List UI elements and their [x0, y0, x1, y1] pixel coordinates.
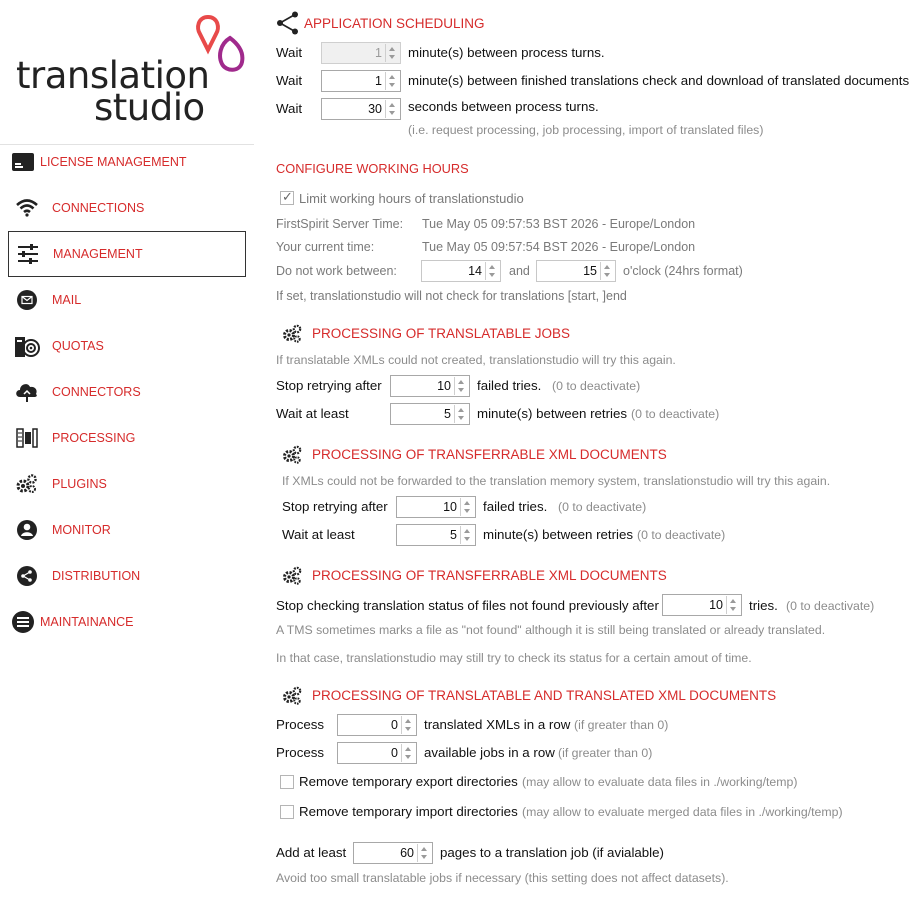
wifi-icon: [14, 195, 40, 221]
stepper-value: 14: [468, 264, 482, 278]
scheduling-note: (i.e. request processing, job processing, import of translated files): [408, 123, 764, 137]
translationstudio-logo: [14, 14, 249, 129]
sidebar-item-plugins[interactable]: [8, 462, 246, 506]
hours-suffix: o'clock (24hrs format): [623, 264, 743, 278]
sidebar-item-label: MAINTAINANCE: [40, 615, 134, 629]
gears-icon: [282, 566, 302, 586]
pages-label: pages to a translation job (if avialable): [440, 845, 664, 860]
wait-at-least-label: Wait at least: [282, 527, 355, 542]
transfer1-stop-retrying-stepper[interactable]: [396, 496, 476, 518]
stepper-value: 0: [391, 718, 398, 732]
stepper-value: 10: [709, 598, 723, 612]
hours-note: If set, translationstudio will not check for translations [start, ]end: [276, 289, 627, 303]
deactivate-hint: (0 to deactivate): [786, 599, 875, 613]
stepper-arrows[interactable]: [454, 405, 468, 423]
process-label: Process: [276, 745, 325, 760]
sidebar-item-label: CONNECTORS: [52, 385, 141, 399]
stop-checking-label: Stop checking translation status of files not found previously after: [276, 598, 659, 613]
section-title-transferrable-1: PROCESSING OF TRANSFERRABLE XML DOCUMENTS: [312, 447, 667, 462]
translation-check-text: minute(s) between finished translations check and download of translated documents: [408, 73, 910, 88]
section-title-translatable-jobs: PROCESSING OF TRANSLATABLE JOBS: [312, 326, 571, 341]
sidebar-item-label: DISTRIBUTION: [52, 569, 141, 583]
dont-work-label: Do not work between:: [276, 264, 397, 278]
start-hour-stepper[interactable]: [421, 260, 501, 282]
deactivate-hint: (0 to deactivate): [637, 528, 726, 542]
stepper-arrows[interactable]: [485, 262, 499, 280]
deactivate-hint: (0 to deactivate): [552, 379, 641, 393]
stepper-arrows[interactable]: [385, 72, 399, 90]
sidebar-item-label: CONNECTIONS: [52, 201, 145, 215]
between-retries-label: minute(s) between retries: [483, 527, 634, 542]
sidebar-item-label: QUOTAS: [52, 339, 104, 353]
sidebar: [0, 0, 256, 898]
sliders-icon: [15, 241, 41, 267]
processing-icon: [14, 425, 40, 451]
translated-xmls-label: translated XMLs in a row: [424, 717, 571, 732]
cloud-icon: [14, 379, 40, 405]
current-time-value: Tue May 05 09:57:54 BST 2026 - Europe/London: [422, 240, 696, 254]
gears-icon: [282, 324, 302, 344]
translated-xmls-stepper[interactable]: [337, 714, 417, 736]
deactivate-hint: (0 to deactivate): [558, 500, 647, 514]
section-title-working-hours: CONFIGURE WORKING HOURS: [276, 161, 469, 176]
deactivate-hint: (0 to deactivate): [631, 407, 720, 421]
stepper-value: 1: [375, 46, 382, 60]
stepper-arrows[interactable]: [385, 100, 399, 118]
transfer2-note-2: In that case, translationstudio may still try to check its status for a certain amout of time.: [276, 651, 752, 665]
greater-than-hint: (if greater than 0): [558, 746, 653, 760]
share-icon: [276, 11, 300, 35]
remove-import-dirs-checkbox[interactable]: [280, 805, 294, 819]
seconds-text: seconds between process turns.: [408, 99, 599, 114]
wait-label: Wait: [276, 45, 303, 60]
sidebar-item-license-management[interactable]: [8, 140, 246, 184]
and-label: and: [509, 264, 530, 278]
stepper-value: 5: [444, 407, 451, 421]
seconds-stepper[interactable]: [321, 98, 401, 120]
wait-label: Wait: [276, 101, 303, 116]
sidebar-item-label: LICENSE MANAGEMENT: [40, 155, 187, 169]
sidebar-item-label: MANAGEMENT: [53, 247, 143, 261]
stepper-value: 5: [450, 528, 457, 542]
process-label: Process: [276, 717, 325, 732]
failed-tries-label: failed tries.: [483, 499, 548, 514]
stop-retrying-label: Stop retrying after: [282, 499, 388, 514]
pages-per-job-stepper[interactable]: [353, 842, 433, 864]
stepper-arrows[interactable]: [417, 844, 431, 862]
sidebar-item-distribution[interactable]: [8, 554, 246, 598]
stepper-value: 60: [400, 846, 414, 860]
add-at-least-label: Add at least: [276, 845, 347, 860]
logo-text-line2: studio: [94, 86, 205, 129]
stepper-arrows[interactable]: [460, 526, 474, 544]
sidebar-item-label: MAIL: [52, 293, 82, 307]
stepper-value: 0: [391, 746, 398, 760]
stepper-arrows[interactable]: [385, 44, 399, 62]
remove-export-dirs-label: Remove temporary export directories: [299, 774, 518, 789]
logo-text-line1: translation: [16, 54, 210, 97]
transfer2-note-1: A TMS sometimes marks a file as "not found" although it is still being translated or already translated.: [276, 623, 826, 637]
sidebar-item-maintainance[interactable]: [8, 600, 246, 644]
share-icon: [14, 563, 40, 589]
tries-label: tries.: [749, 598, 778, 613]
sidebar-item-label: MONITOR: [52, 523, 111, 537]
mail-icon: [14, 287, 40, 313]
license-icon: [10, 149, 36, 175]
remove-export-dirs-checkbox[interactable]: [280, 775, 294, 789]
stepper-arrows[interactable]: [401, 744, 415, 762]
end-hour-stepper[interactable]: [536, 260, 616, 282]
failed-tries-label: failed tries.: [477, 378, 542, 393]
server-time-label: FirstSpirit Server Time:: [276, 217, 404, 231]
sidebar-item-connectors[interactable]: [8, 370, 246, 414]
jobs-stop-retrying-stepper[interactable]: [390, 375, 470, 397]
process-turns-stepper[interactable]: [321, 42, 401, 64]
current-time-label: Your current time:: [276, 240, 375, 254]
sidebar-item-management[interactable]: [8, 231, 246, 277]
stepper-value: 15: [583, 264, 597, 278]
stop-retrying-label: Stop retrying after: [276, 378, 382, 393]
sidebar-item-processing[interactable]: [8, 416, 246, 460]
gears-icon: [282, 445, 302, 465]
translation-check-stepper[interactable]: [321, 70, 401, 92]
stepper-arrows[interactable]: [401, 716, 415, 734]
gears-icon: [14, 471, 40, 497]
stepper-value: 10: [443, 500, 457, 514]
sidebar-item-label: PLUGINS: [52, 477, 107, 491]
sidebar-item-quotas[interactable]: [8, 324, 246, 368]
quotas-icon: [14, 333, 40, 359]
stepper-value: 30: [368, 102, 382, 116]
limit-hours-checkbox[interactable]: [280, 191, 294, 205]
server-time-value: Tue May 05 09:57:53 BST 2026 - Europe/London: [422, 217, 696, 231]
transfer2-stop-checking-stepper[interactable]: [662, 594, 742, 616]
gears-icon: [282, 686, 302, 706]
section-title-scheduling: APPLICATION SCHEDULING: [304, 16, 485, 31]
sidebar-item-monitor[interactable]: [8, 508, 246, 552]
user-icon: [14, 517, 40, 543]
stepper-value: 1: [375, 74, 382, 88]
transfer1-note: If XMLs could not be forwarded to the translation memory system, translationstudio will try this again.: [282, 474, 831, 488]
available-jobs-label: available jobs in a row: [424, 745, 555, 760]
stepper-arrows[interactable]: [600, 262, 614, 280]
sidebar-item-mail[interactable]: [8, 278, 246, 322]
stepper-value: 10: [437, 379, 451, 393]
transfer1-wait-stepper[interactable]: [396, 524, 476, 546]
stepper-arrows[interactable]: [454, 377, 468, 395]
stepper-arrows[interactable]: [460, 498, 474, 516]
sidebar-item-connections[interactable]: [8, 186, 246, 230]
jobs-wait-stepper[interactable]: [390, 403, 470, 425]
import-dirs-hint: (may allow to evaluate merged data files in ./working/temp): [522, 805, 843, 819]
greater-than-hint: (if greater than 0): [574, 718, 669, 732]
wait-at-least-label: Wait at least: [276, 406, 349, 421]
between-retries-label: minute(s) between retries: [477, 406, 628, 421]
pages-note: Avoid too small translatable jobs if necessary (this setting does not affect datasets).: [276, 871, 729, 885]
remove-import-dirs-label: Remove temporary import directories: [299, 804, 518, 819]
export-dirs-hint: (may allow to evaluate data files in ./working/temp): [522, 775, 798, 789]
sidebar-item-label: PROCESSING: [52, 431, 136, 445]
available-jobs-stepper[interactable]: [337, 742, 417, 764]
jobs-note: If translatable XMLs could not created, translationstudio will try this again.: [276, 353, 676, 367]
menu-icon: [10, 609, 36, 635]
process-turns-text: minute(s) between process turns.: [408, 45, 605, 60]
wait-label: Wait: [276, 73, 303, 88]
stepper-arrows[interactable]: [726, 596, 740, 614]
section-title-translated: PROCESSING OF TRANSLATABLE AND TRANSLATED XML DOCUMENTS: [312, 688, 777, 703]
section-title-transferrable-2: PROCESSING OF TRANSFERRABLE XML DOCUMENTS: [312, 568, 667, 583]
management-panel: [276, 0, 910, 898]
limit-hours-label: Limit working hours of translationstudio: [299, 191, 524, 206]
